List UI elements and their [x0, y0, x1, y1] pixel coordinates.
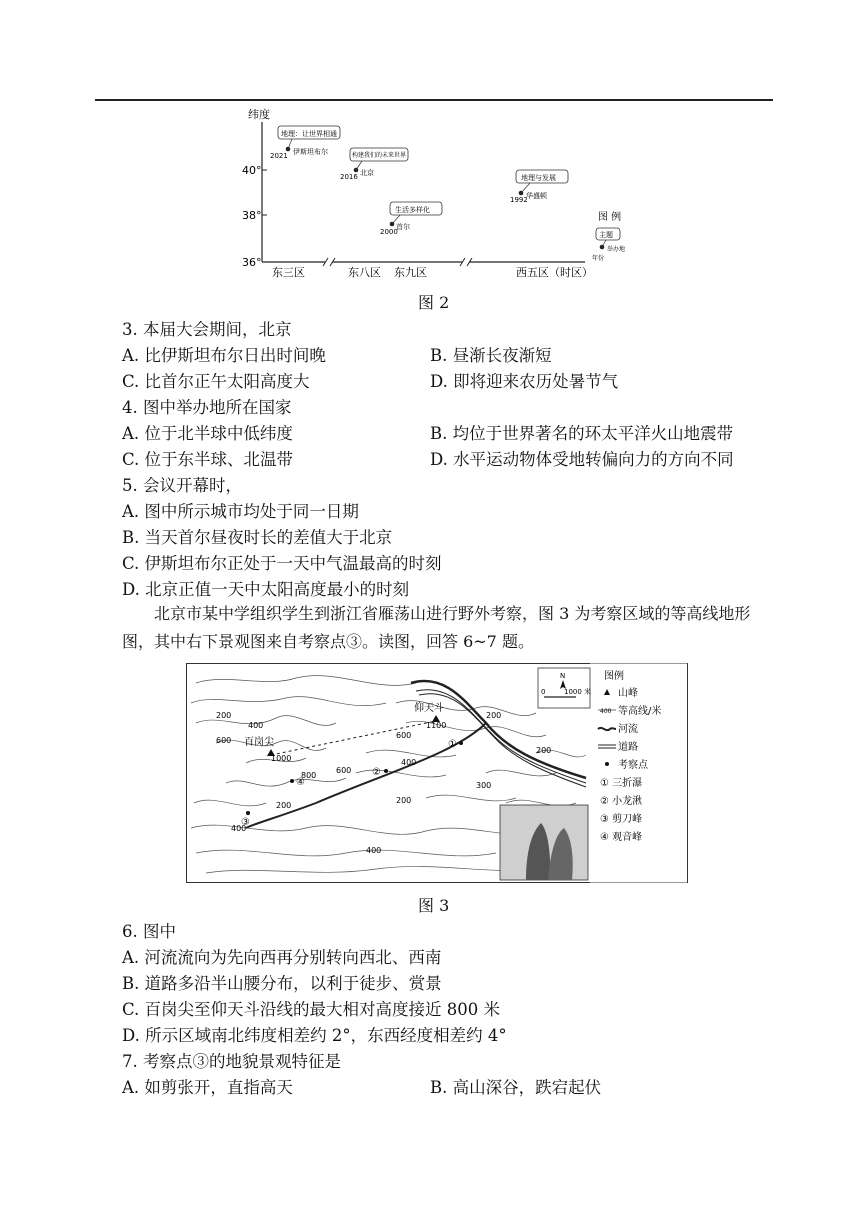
q4-option-b: B. 均位于世界著名的环太平洋火山地震带 [430, 424, 734, 443]
north-label: N [560, 672, 566, 680]
legend-title: 图例 [604, 671, 624, 682]
contour-label: 800 [301, 771, 317, 780]
site-point [246, 811, 250, 815]
figure-3-map [186, 663, 688, 883]
site-label-4: ④ [296, 777, 305, 788]
y-tick-40: 40° [242, 164, 262, 177]
legend-title: 图 例 [598, 212, 622, 223]
event-year: 2000 [380, 228, 398, 236]
intro-paragraph: 北京市某中学组织学生到浙江省雁荡山进行野外考察，图 3 为考察区域的等高线地形图，其中右下景观图来自考察点③。读图，回答 6~7 题。 [122, 604, 751, 651]
event-seoul [380, 202, 442, 236]
figure-2-caption: 图 2 [418, 293, 450, 312]
q3-option-c: C. 比首尔正午太阳高度大 [122, 372, 310, 391]
q6-option-a: A. 河流流向为先向西再分别转向西北、西南 [122, 948, 442, 967]
y-tick-38: 38° [242, 209, 262, 222]
event-city: 首尔 [396, 223, 410, 231]
contour-label: 400 [401, 758, 417, 767]
site-label-1: ① [448, 739, 457, 750]
x-tick-e3: 东三区 [272, 266, 305, 279]
contour-label: 200 [276, 801, 292, 810]
legend-contour: 等高线/米 [618, 706, 662, 717]
legend-road: 道路 [618, 742, 638, 753]
event-istanbul [270, 126, 340, 160]
q7-stem: 7. 考察点③的地貌景观特征是 [122, 1052, 341, 1071]
contour-label: 200 [486, 711, 502, 720]
legend-s2: ② 小龙湫 [600, 796, 643, 807]
event-year: 2016 [340, 173, 358, 181]
contour-label: 600 [396, 731, 412, 740]
q5-option-a: A. 图中所示城市均处于同一日期 [122, 502, 359, 521]
contour-label: 300 [476, 781, 492, 790]
site-label-2: ② [372, 767, 381, 778]
scale-box [538, 668, 591, 708]
contour-label: 400 [248, 721, 264, 730]
event-theme: 地理与发展 [521, 174, 556, 182]
contour-label: 400 [231, 824, 247, 833]
x-tick-e9: 东九区 [394, 266, 427, 279]
q5-option-b: B. 当天首尔昼夜时长的差值大于北京 [122, 528, 393, 547]
legend-city: 举办地 [607, 246, 626, 253]
q6-option-d: D. 所示区域南北纬度相差约 2°，东西经度相差约 4° [122, 1026, 507, 1045]
legend-site: 考察点 [618, 760, 648, 771]
site-point [459, 741, 463, 745]
q4-option-c: C. 位于东半球、北温带 [122, 450, 294, 469]
q7-option-b: B. 高山深谷，跌宕起伏 [430, 1078, 602, 1097]
legend-s3: ③ 剪刀峰 [600, 814, 643, 825]
figure-2-chart [240, 104, 640, 284]
contour-label: 600 [336, 766, 352, 775]
site-label-3: ③ [241, 817, 250, 828]
y-tick-36: 36° [242, 256, 262, 269]
q3-option-b: B. 昼渐长夜渐短 [430, 346, 552, 365]
figure-3-caption: 图 3 [418, 896, 450, 915]
legend-river: 河流 [618, 724, 638, 735]
legend-year: 年份 [592, 255, 605, 262]
q4-option-d: D. 水平运动物体受地转偏向力的方向不同 [430, 450, 734, 469]
place-baigang: 百岗尖 [244, 737, 274, 748]
contour-label: 400 [366, 846, 382, 855]
contour-label: 1100 [426, 721, 447, 730]
q3-option-d: D. 即将迎来农历处暑节气 [430, 372, 619, 391]
q6-stem: 6. 图中 [122, 922, 176, 941]
top-rule [95, 99, 773, 101]
place-yangtian: 仰天斗 [414, 703, 444, 714]
x-tick-e8: 东八区 [348, 266, 381, 279]
fig2-legend [592, 210, 625, 262]
q6-option-b: B. 道路多沿半山腰分布，以利于徒步、赏景 [122, 974, 442, 993]
event-theme: 生活多样化 [395, 206, 430, 214]
event-city: 华盛顿 [526, 192, 547, 200]
event-theme: 构建我们的未来世界 [352, 152, 407, 159]
q6-option-c: C. 百岗尖至仰天斗沿线的最大相对高度接近 800 米 [122, 1000, 501, 1019]
y-axis-label: 纬度 [248, 108, 270, 121]
legend-peak: 山峰 [618, 688, 638, 699]
contour-label: 200 [216, 711, 232, 720]
q3-stem: 3. 本届大会期间，北京 [122, 320, 292, 339]
q3-option-a: A. 比伊斯坦布尔日出时间晚 [122, 346, 326, 365]
contour-label: 200 [396, 796, 412, 805]
event-city: 伊斯坦布尔 [293, 148, 328, 156]
legend-s4: ④ 观音峰 [600, 832, 643, 843]
x-tick-w5: 西五区（时区） [516, 266, 593, 279]
q4-stem: 4. 图中举办地所在国家 [122, 398, 292, 417]
event-year: 1992 [510, 196, 528, 204]
q5-stem: 5. 会议开幕时， [122, 476, 242, 495]
event-city: 北京 [360, 169, 374, 177]
event-washington [510, 170, 568, 204]
site-point [290, 779, 294, 783]
scale-zero: 0 [541, 688, 546, 696]
q5-option-d: D. 北京正值一天中太阳高度最小的时刻 [122, 580, 410, 599]
q5-option-c: C. 伊斯坦布尔正处于一天中气温最高的时刻 [122, 554, 442, 573]
scale-label: 1000 米 [564, 688, 592, 696]
event-year: 2021 [270, 152, 288, 160]
landscape-photo [500, 805, 588, 880]
q4-option-a: A. 位于北半球中低纬度 [122, 424, 293, 443]
legend-theme: 主题 [599, 231, 613, 239]
event-beijing [340, 148, 408, 181]
legend-contour-sample: 400 [600, 708, 612, 715]
contour-label: 1000 [271, 754, 292, 763]
q7-option-a: A. 如剪张开，直指高天 [122, 1078, 293, 1097]
event-theme: 地理：让世界相通 [281, 130, 337, 138]
contour-label: 200 [536, 746, 552, 755]
site-point [384, 769, 388, 773]
legend-s1: ① 三折瀑 [600, 778, 643, 789]
contour-label: 600 [216, 736, 232, 745]
